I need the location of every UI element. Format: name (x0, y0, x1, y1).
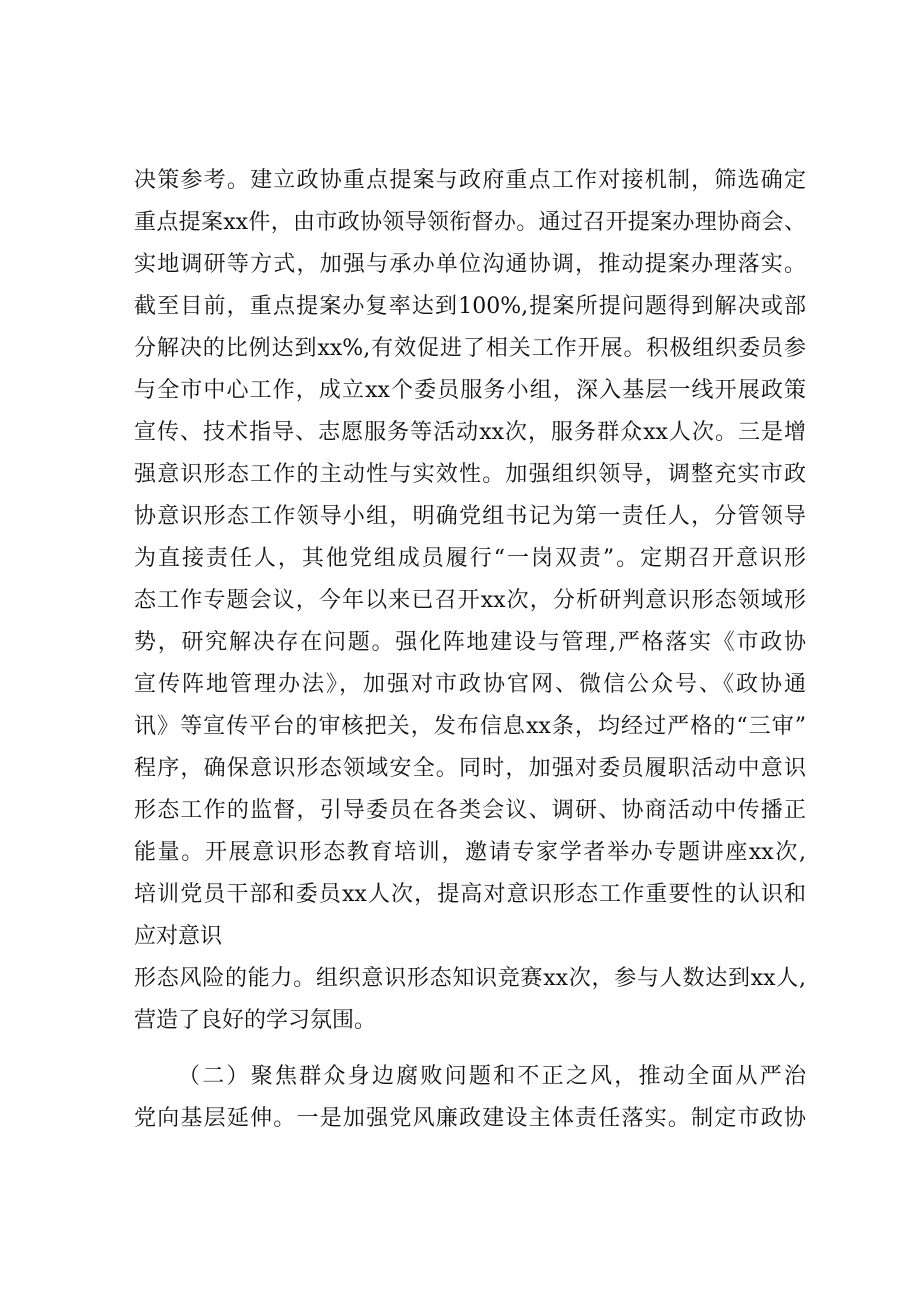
text-line: 讯》等宣传平台的审核把关，发布信息xx条，均经过严格的“三审” (134, 714, 806, 739)
text-line: 强意识形态工作的主动性与实效性。加强组织领导，调整充实市政 (134, 462, 806, 487)
text-line: 实地调研等方式，加强与承办单位沟通协调，推动提案办理落实。 (134, 252, 806, 277)
text-line: 形态风险的能力。组织意识形态知识竞赛xx次，参与人数达到xx人, (134, 966, 806, 991)
text-line: 决策参考。建立政协重点提案与政府重点工作对接机制，筛选确定 (134, 168, 806, 193)
text-line: 宣传、技术指导、志愿服务等活动xx次，服务群众xx人次。三是增 (134, 420, 806, 445)
text-line: 势，研究解决存在问题。强化阵地建设与管理,严格落实《市政协 (134, 630, 806, 655)
body-text (134, 160, 806, 1140)
text-line: 应对意识 (134, 924, 223, 949)
text-line: 党向基层延伸。一是加强党风廉政建设主体责任落实。制定市政协 (134, 1106, 806, 1131)
text-line: 态工作专题会议，今年以来已召开xx次，分析研判意识形态领域形 (134, 588, 806, 613)
text-line: 为直接责任人，其他党组成员履行“一岗双责”。定期召开意识形 (134, 546, 806, 571)
text-line: 截至目前，重点提案办复率达到100%,提案所提问题得到解决或部 (134, 294, 806, 319)
text-line: 程序，确保意识形态领域安全。同时，加强对委员履职活动中意识 (134, 756, 806, 781)
text-line: 宣传阵地管理办法》，加强对市政协官网、微信公众号、《政协通 (134, 672, 806, 697)
text-line: 分解决的比例达到xx%,有效促进了相关工作开展。积极组织委员参 (134, 336, 806, 361)
text-line: 形态工作的监督，引导委员在各类会议、调研、协商活动中传播正 (134, 798, 806, 823)
text-line: 能量。开展意识形态教育培训，邀请专家学者举办专题讲座xx次, (134, 840, 806, 865)
text-line: 协意识形态工作领导小组，明确党组书记为第一责任人，分管领导 (134, 504, 806, 529)
text-line: 与全市中心工作，成立xx个委员服务小组，深入基层一线开展政策 (134, 378, 806, 403)
paragraph-gap (134, 1042, 806, 1056)
section-heading-line: （二）聚焦群众身边腐败问题和不正之风，推动全面从严治 (178, 1064, 806, 1089)
text-line: 营造了良好的学习氛围。 (134, 1008, 377, 1033)
text-line: 培训党员干部和委员xx人次，提高对意识形态工作重要性的认识和 (134, 882, 806, 907)
text-line: 重点提案xx件，由市政协领导领衔督办。通过召开提案办理协商会、 (134, 210, 806, 235)
